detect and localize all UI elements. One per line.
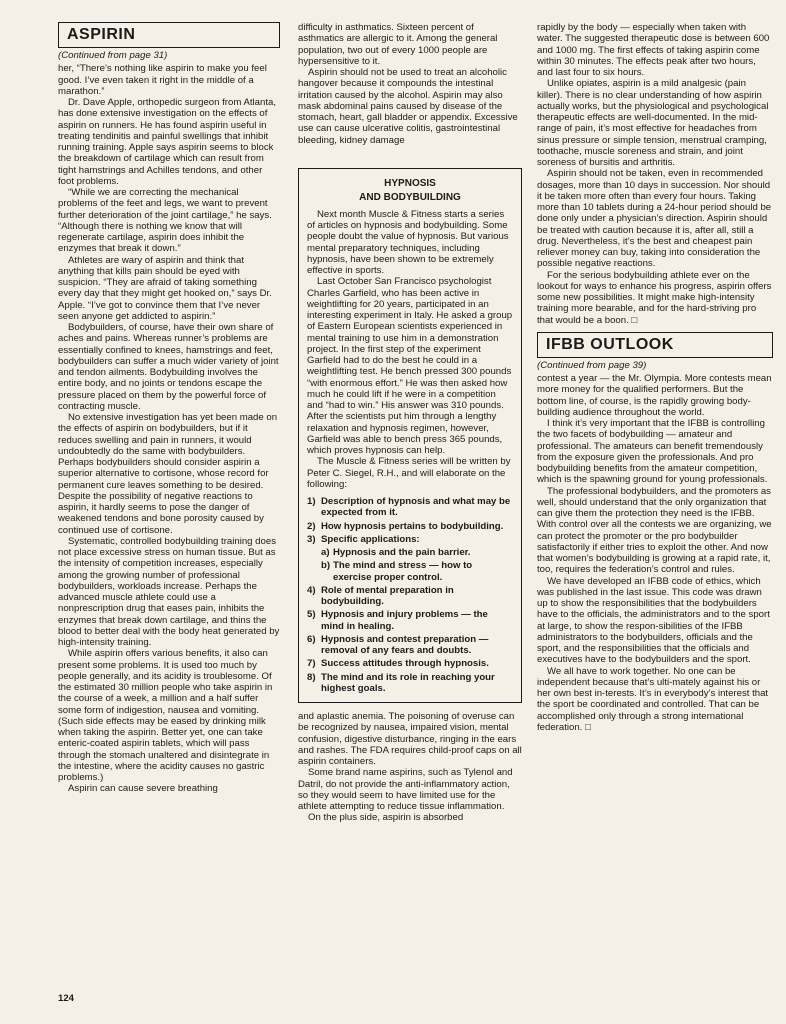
list-item: 4) Role of mental preparation in bodybuilding. [307, 584, 454, 607]
sidebar-list [307, 496, 513, 694]
sidebar-title-line-1: HYPNOSIS [384, 177, 436, 189]
paragraph: No extensive investigation has yet been made on the effects of aspirin on bodybuilders, but if it reduces swelling and pain in runners, it would undoubtedly do the same with bodybuilders. Perhaps bodybuilders should consider aspirin a superior alternative to cortisone, whose record for permanent cure leaves something to be desired. Despite the possibility of negative reactions to aspirin, it hardly seems to pose the danger of weakened tendons and bone porosity caused by continued use of cortisone. [58, 412, 278, 536]
paragraph: I think it’s very important that the IFBB is controlling the two facets of bodybuilding — amateur and professional. The amateurs can benefit tremendously from the exposure given the professionals. And pro bodybuilding benefits from the amateur competition, which is the spawning ground for young professionals. [537, 418, 768, 486]
paragraph: For the serious bodybuilding athlete ever on the lookout for ways to enhance his progress, aspirin offers some new possibilities. It might make high-intensity training more bearable, and for the hard-striving pro that would be a boon. □ [537, 269, 772, 326]
paragraph: rapidly by the body — especially when taken with water. The suggested therapeutic dose is between 600 and 1000 mg. The first effects of taking aspirin come within 30 minutes. The effects peak after two hours, and last four to six hours. [537, 22, 770, 78]
paragraph: On the plus side, aspirin is absorbed [308, 812, 464, 824]
hypnosis-sidebar [298, 168, 522, 703]
paragraph: Some brand name aspirins, such as Tylenol and Datril, do not provide the anti-inflammatory action, so they would seem to have limited use for the athlete attempting to reduce tissue inflammation. [298, 767, 513, 812]
column-3 [537, 22, 773, 733]
paragraph: The professional bodybuilders, and the promoters as well, should understand that the only organization that can give them the protection they need is the IFBB. With control over all the contests we are organizing, we can protect the promoter or the pro bodybuilder satisfactorily if either tries to exploit the other. And now that women’s bodybuilding is growing at a rapid rate, it, too, requires the federation’s control and rules. [537, 485, 772, 576]
paragraph: and aplastic anemia. The poisoning of overuse can be recognized by nausea, impaired vision, mental confusion, digestive disturbance, ringing in the ears and rashes. The FDA requires child-proof caps on all aspirin containers. [298, 711, 522, 767]
list-item: 1) Description of hypnosis and what may be expected from it. [307, 496, 511, 519]
paragraph: Systematic, controlled bodybuilding training does not place excessive stress on human tissue. But as the intensity of competition increases, especially among the growing number of professional bodybuilders, workloads increase. Perhaps the advanced muscle athlete could use a nonprescription drug that eases pain, inhibits the enzymes that break down cartilage, and thins the blood to better deal with the body heat generated by high-intensity training. [58, 535, 280, 648]
aspirin-title: ASPIRIN [67, 26, 136, 44]
list-item: a) Hypnosis and the pain barrier. [321, 547, 471, 558]
paragraph: Aspirin should not be used to treat an alcoholic hangover because it compounds the intestinal irritation caused by the alcohol. Aspirin may also mask abdominal pains caused by disease of the stomach, heart, gall bladder or appendix. Excessive use can cause ulcerative colitis, gastrointestinal bleeding, kidney damage [298, 67, 518, 146]
ifbb-header [537, 332, 773, 358]
aspirin-header [58, 22, 280, 48]
paragraph: While aspirin offers various benefits, it also can present some problems. It is used too much by people generally, and its acidity is troublesome. Of the estimated 30 million people who take aspirin in the course of a week, a million and a half suffer some form of indigestion, nausea and vomiting. (Such side effects may be eased by drinking milk when taking the aspirin. Better yet, one can take enteric-coated aspirin tablets, which will pass through the stomach unaltered and disintegrate in the intestine, where the acidity causes no gastric problems.) [58, 648, 273, 783]
column-2 [298, 22, 522, 824]
list-item: 3) Specific applications: [307, 533, 420, 545]
sidebar-paragraph: The Muscle & Fitness series will be written by Peter C. Siegel, R.H., and will elaborate on the following: [307, 456, 511, 490]
paragraph: Dr. Dave Apple, orthopedic surgeon from Atlanta, has done extensive investigation on the effects of aspirin on runners. He has found aspirin useful in treating tendinitis and painful swellings that inhibit running training. Apple says aspirin seems to block the breakdown of cartilage which can result from tight hamstrings and Achilles tendons, and other foot problems. [58, 97, 276, 187]
sidebar-paragraph: Last October San Francisco psychologist Charles Garfield, who has been active in weightlifting for 20 years, participated in an interesting experiment in Italy. He asked a group of Eastern European scientists experienced in mental training to use him in a demonstration project. In the first step of the experiment Garfield had to do the best he could in a weightlifting test. He bench pressed 300 pounds “with enormous effort.” He was then asked how much he could lift if he were in a competition and “had to win.” His answer was 310 pounds. After the scientists put him through a lengthy relaxation and hypnosis regimen, however, Garfield was able to bench press 365 pounds, which proves hypnosis can help. [307, 276, 513, 456]
paragraph: We have developed an IFBB code of ethics, which was published in the last issue. This code was drawn up to show the responsibilities that the bodybuilders have to the officials, the administrators and to the sport at large, to show the respon-sibilities of the IFBB administrators to the bodybuilders, officials and the sport, and the responsibilities that the officials and executives have to the bodybuilders and the sport. [537, 575, 770, 666]
column-1 [58, 22, 280, 795]
paragraph: “While we are correcting the mechanical problems of the feet and legs, we want to prevent further deterioration of the joint cartilage,” he says. “Although there is nothing we know that will regenerate cartilage, aspirin does inhibit the enzymes that break it down.” [58, 187, 272, 255]
sidebar-paragraph: Next month Muscle & Fitness starts a series of articles on hypnosis and bodybuilding. Some people doubt the value of hypnosis. But various mental preparatory techniques, including hypnosis, have been shown to be extremely effective in sports. [307, 208, 509, 276]
page-number: 124 [58, 993, 75, 1004]
paragraph: Athletes are wary of aspirin and think that anything that kills pain should be eyed with suspicion. “They are afraid of taking something every day that they might get hooked on,” says Dr. Apple. “I’ve got to convince them that I’ve never seen anyone get addicted to aspirin.” [58, 254, 272, 322]
sidebar-title [307, 177, 513, 205]
paragraph: Unlike opiates, aspirin is a mild analgesic (pain killer). There is no clear understanding of how aspirin actually works, but the physiological and psychological therapeutic effects are well-documented. In the mid-range of pain, it’s most effective for headaches from sinus pressure or simple tension, menstrual cramping, toothache, muscle soreness and strain, and joint soreness of bursitis and arthritis. [537, 78, 769, 168]
paragraph: Aspirin should not be taken, even in recommended dosages, more than 10 days in succession. Nor should it be taken more often than every four hours. Taking more than 10 tablets during a 24-hour period should be done only under a physician’s direction. Aspirin should be treated with caution because it is, after all, still a drug. Nevertheless, it’s the best and cheapest pain reliever money can buy, taking into consideration the possible negative reactions. [537, 168, 772, 270]
list-item: 6) Hypnosis and contest preparation — removal of any fears and doubts. [307, 633, 489, 656]
paragraph: Aspirin can cause severe breathing [68, 783, 218, 795]
list-item: 5) Hypnosis and injury problems — the mind in healing. [307, 609, 488, 632]
paragraph: her, “There’s nothing like aspirin to make you feel good. I’ve even taken it right in the middle of a marathon.” [58, 63, 267, 97]
aspirin-continued-note: (Continued from page 31) [58, 50, 168, 61]
paragraph: Bodybuilders, of course, have their own share of aches and pains. Whereas runner’s problems are essentially confined to knees, hamstrings and feet, bodybuilders can suffer a much wider variety of joint and tendon ailments. Bodybuilding involves the entire body, and no joints or tendons escape the pressure placed on them by the powerful force of contracting muscle. [58, 322, 279, 412]
paragraph: contest a year — the Mr. Olympia. More contests mean more money for the qualified performers. But the bottom line, of course, is the rapidly growing body-building audience throughout the world. [537, 373, 772, 418]
paragraph: difficulty in asthmatics. Sixteen percent of asthmatics are allergic to it. Among the general population, two out of every 1000 people are hypersensitive to it. [298, 22, 498, 67]
list-item: 7) Success attitudes through hypnosis. [307, 658, 489, 670]
list-item: b) The mind and stress — how to exercise proper control. [321, 560, 473, 583]
sidebar-title-line-2: AND BODYBUILDING [359, 191, 461, 203]
list-item: 2) How hypnosis pertains to bodybuilding. [307, 520, 504, 532]
paragraph: We all have to work together. No one can be independent because that’s ulti-mately against his or her own best in-terests. It’s in everybody’s interest that the sport be coordinated and controlled. That can be accomplished only through a strong international federation. □ [537, 665, 769, 733]
list-item: 8) The mind and its role in reaching your highest goals. [307, 671, 495, 694]
ifbb-continued-note: (Continued from page 39) [537, 359, 647, 371]
ifbb-title: IFBB OUTLOOK [546, 336, 674, 354]
